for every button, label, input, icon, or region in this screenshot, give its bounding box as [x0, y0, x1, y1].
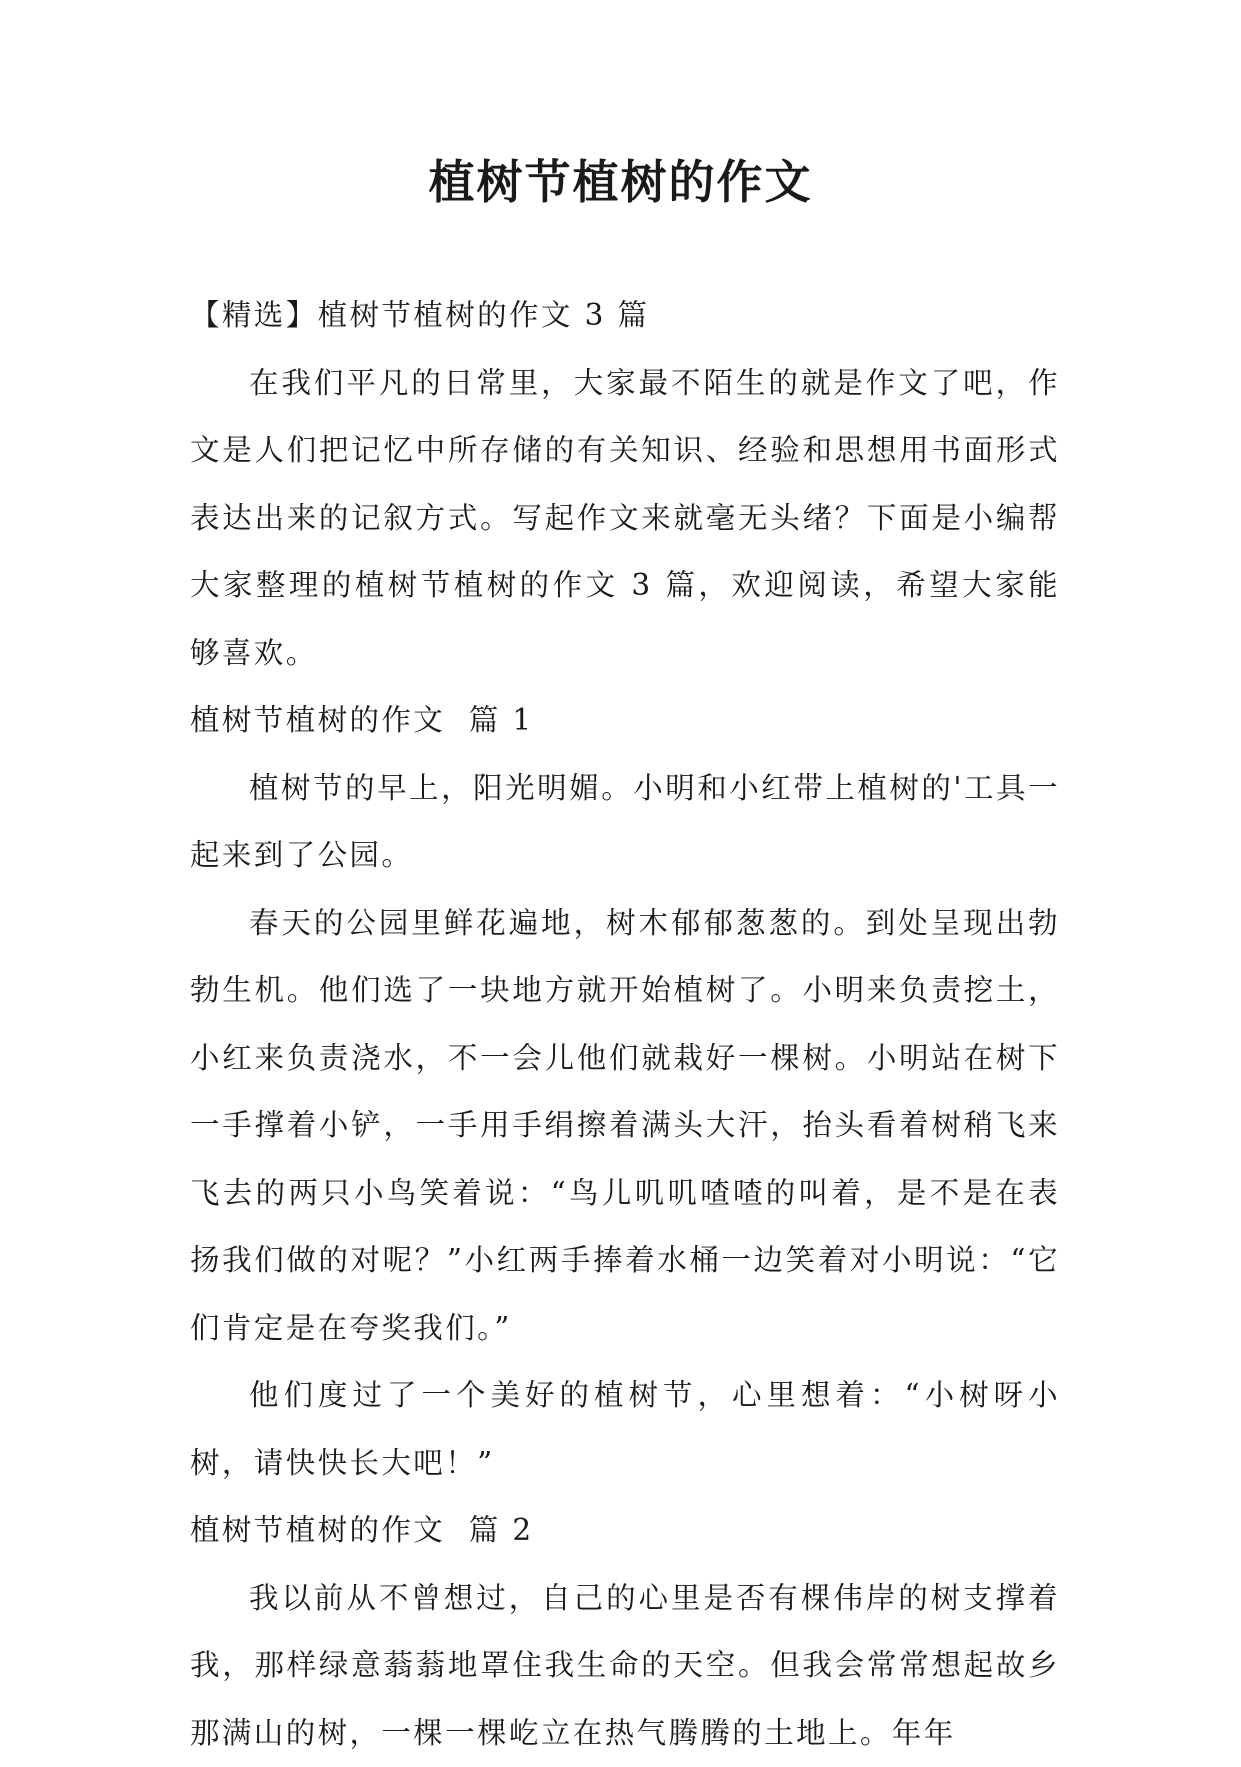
document-title: 植树节植树的作文: [0, 150, 1241, 214]
essay-2-paragraph-1: 我以前从不曾想过，自己的心里是否有棵伟岸的树支撑着我，那样绿意蓊蓊地罩住我生命的天空。但我会常常想起故乡那满山的树，一棵一棵屹立在热气腾腾的土地上。年年: [190, 1565, 1060, 1767]
document-body: [190, 282, 1060, 1767]
intro-paragraph: 在我们平凡的日常里，大家最不陌生的就是作文了吧，作文是人们把记忆中所存储的有关知识、经验和思想用书面形式表达出来的记叙方式。写起作文来就毫无头绪？下面是小编帮大家整理的植树节植树的作文 3 篇，欢迎阅读，希望大家能够喜欢。: [190, 350, 1060, 688]
essay-2-heading: 植树节植树的作文 篇 2: [190, 1497, 1060, 1565]
document-subtitle: 【精选】植树节植树的作文 3 篇: [190, 282, 1060, 350]
essay-1-paragraph-3: 他们度过了一个美好的植树节，心里想着：“小树呀小树，请快快长大吧！”: [190, 1362, 1060, 1497]
essay-1-paragraph-2: 春天的公园里鲜花遍地，树木郁郁葱葱的。到处呈现出勃勃生机。他们选了一块地方就开始植树了。小明来负责挖土，小红来负责浇水，不一会儿他们就栽好一棵树。小明站在树下一手撑着小铲，一手用手绢擦着满头大汗，抬头看着树稍飞来飞去的两只小鸟笑着说：“鸟儿叽叽喳喳的叫着，是不是在表扬我们做的对呢？”小红两手捧着水桶一边笑着对小明说：“它们肯定是在夸奖我们。”: [190, 890, 1060, 1363]
essay-1-paragraph-1: 植树节的早上，阳光明媚。小明和小红带上植树的'工具一起来到了公园。: [190, 755, 1060, 890]
essay-1-heading: 植树节植树的作文 篇 1: [190, 687, 1060, 755]
